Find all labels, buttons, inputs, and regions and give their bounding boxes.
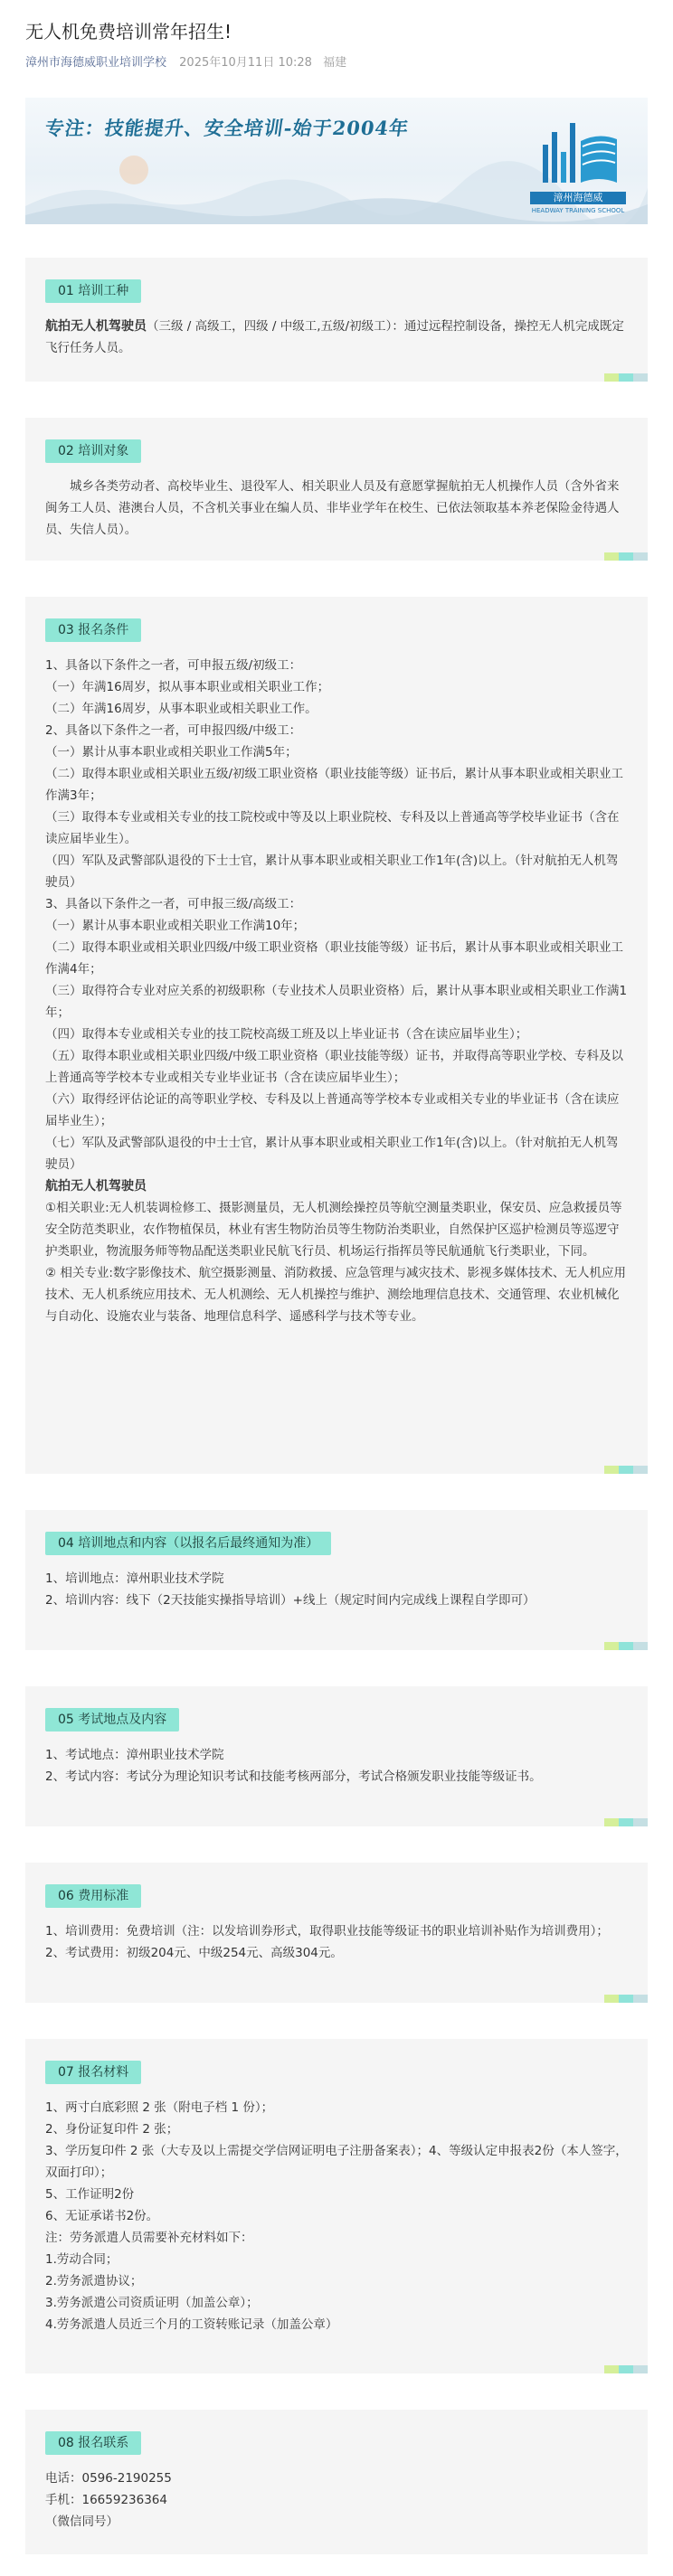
corner-decoration — [604, 1642, 648, 1650]
job-subheading: 航拍无人机驾驶员 — [45, 1179, 147, 1194]
section-text: 城乡各类劳动者、高校毕业生、退役军人、相关职业人员及有意愿掌握航拍无人机操作人员（含外省来闽务工人员、港澳台人员，不含机关事业在编人员、非毕业学年在校生、已依法领取基本养老保险金待遇人员、失信人员）。 — [45, 479, 620, 537]
corner-decoration — [604, 1466, 648, 1474]
material-line: 6、无证承诺书2份。 — [45, 2209, 159, 2223]
content-line: 2、培训内容：线下（2天技能实操指导培训）+线上（规定时间内完成线上课程自学即可） — [45, 1593, 536, 1608]
requirement-line: （六）取得经评估论证的高等职业学校、专科及以上普通高等学校本专业或相关专业的毕业证书（含在读应届毕业生）； — [45, 1092, 620, 1128]
material-line: 3.劳务派遣公司资质证明（加盖公章）； — [45, 2296, 259, 2310]
section-fees — [25, 1863, 648, 2003]
section-badge: 03 报名条件 — [45, 618, 141, 642]
section-contact — [25, 2410, 648, 2554]
section-text — [45, 316, 628, 359]
school-banner — [25, 98, 648, 224]
material-line: 1.劳动合同； — [45, 2252, 118, 2267]
requirement-line: 3、具备以下条件之一者，可申报三级/高级工： — [45, 897, 302, 911]
location-line: 1、培训地点：漳州职业技术学院 — [45, 1571, 224, 1586]
exam-location-line: 1、考试地点：漳州职业技术学院 — [45, 1748, 224, 1762]
requirement-line: （四）取得本专业或相关专业的技工院校高级工班及以上毕业证书（含在读应届毕业生）； — [45, 1027, 528, 1042]
phone-number[interactable]: 电话：0596-2190255 — [45, 2471, 172, 2486]
section-badge: 04 培训地点和内容（以报名后最终通知为准） — [45, 1532, 331, 1555]
article-meta — [25, 54, 648, 72]
banner-slogan: 专注：技能提升、安全培训-始于2004年 — [43, 117, 411, 139]
requirement-line: （三）取得本专业或相关专业的技工院校或中等及以上职业院校、专科及以上普通高等学校毕业证书（含在读应届毕业生）。 — [45, 810, 620, 846]
mobile-number[interactable]: 手机：16659236364 — [45, 2493, 167, 2507]
section-badge: 01 培训工种 — [45, 279, 141, 303]
material-line: 4.劳务派遣人员近三个月的工资转账记录（加盖公章） — [45, 2317, 338, 2332]
note-related-jobs: ①相关职业:无人机装调检修工、摄影测量员，无人机测绘操控员等航空测量类职业，保安员、应急救援员等安全防范类职业，农作物植保员，林业有害生物防治员等生物防治类职业，自然保护区巡护检测员等巡逻守护类职业，物流服务师等物品配送类职业民航飞行员、机场运行指挥员等民航通航飞行类职业，下同。 — [45, 1201, 622, 1259]
corner-decoration — [604, 1995, 648, 2003]
wechat-note: （微信同号） — [45, 2515, 118, 2529]
material-line: 5、工作证明2份 — [45, 2187, 135, 2202]
logo-name: 漳州海德威 — [530, 192, 626, 204]
requirement-line: 1、具备以下条件之一者，可申报五级/初级工： — [45, 658, 302, 673]
logo-subtitle: HEADWAY TRAINING SCHOOL — [531, 207, 625, 214]
corner-decoration — [604, 1818, 648, 1826]
material-line: 1、两寸白底彩照 2 张（附电子档 1 份）； — [45, 2100, 274, 2115]
training-fee-line: 1、培训费用：免费培训（注：以发培训券形式，取得职业技能等级证书的职业培训补贴作为培训费用）； — [45, 1924, 609, 1939]
section-exam — [25, 1686, 648, 1826]
corner-decoration — [604, 373, 648, 382]
section-requirements — [25, 597, 648, 1474]
article-title: 无人机免费培训常年招生! — [25, 21, 232, 42]
section-badge: 05 考试地点及内容 — [45, 1708, 179, 1731]
section-training-type — [25, 258, 648, 382]
requirement-line: （二）取得本职业或相关职业五级/初级工职业资格（职业技能等级）证书后，累计从事本职业或相关职业工作满3年； — [45, 767, 624, 803]
article-header — [0, 0, 673, 72]
material-line: 3、学历复印件 2 张（大专及以上需提交学信网证明电子注册备案表）；4、等级认定申报表2份（本人签字，双面打印）； — [45, 2144, 628, 2180]
publish-date: 2025年10月11日 10:28 — [179, 56, 312, 70]
material-line: 2.劳务派遣协议； — [45, 2274, 143, 2288]
requirement-line: （一）年满16周岁，拟从事本职业或相关职业工作； — [45, 680, 330, 694]
school-logo-icon — [530, 114, 626, 204]
job-title: 航拍无人机驾驶员 — [45, 319, 147, 334]
material-line: 2、身份证复印件 2 张； — [45, 2122, 179, 2137]
exam-fee-line: 2、考试费用：初级204元、中级254元、高级304元。 — [45, 1946, 343, 1960]
job-description: （三级 / 高级工，四级 / 中级工,五级/初级工）：通过远程控制设备，操控无人机完成既定飞行任务人员。 — [45, 319, 624, 355]
requirement-line: （二）年满16周岁，从事本职业或相关职业工作。 — [45, 702, 318, 716]
section-badge: 08 报名联系 — [45, 2431, 141, 2455]
section-badge: 07 报名材料 — [45, 2061, 141, 2084]
requirement-line: （一）累计从事本职业或相关职业工作满10年； — [45, 919, 306, 933]
exam-content-line: 2、考试内容：考试分为理论知识考试和技能考核两部分，考试合格颁发职业技能等级证书。 — [45, 1769, 542, 1784]
section-badge: 02 培训对象 — [45, 439, 141, 463]
section-materials — [25, 2039, 648, 2373]
requirement-line: 2、具备以下条件之一者，可申报四级/中级工： — [45, 723, 302, 738]
requirement-line: （二）取得本职业或相关职业四级/中级工职业资格（职业技能等级）证书后，累计从事本职业或相关职业工作满4年； — [45, 940, 624, 977]
account-name-link[interactable]: 漳州市海德威职业培训学校 — [25, 56, 167, 70]
note-related-majors: ② 相关专业:数字影像技术、航空摄影测量、消防救援、应急管理与减灾技术、影视多媒体技术、无人机应用技术、无人机系统应用技术、无人机测绘、无人机操控与维护、测绘地理信息技术、交通管理、农业机械化与自动化、设施农业与装备、地理信息科学、遥感科学与技术等专业。 — [45, 1266, 626, 1324]
corner-decoration — [604, 2365, 648, 2373]
section-training-target — [25, 418, 648, 561]
section-training-location — [25, 1510, 648, 1650]
material-line: 注：劳务派遣人员需要补充材料如下： — [45, 2231, 253, 2245]
section-badge: 06 费用标准 — [45, 1884, 141, 1908]
requirement-line: （七）军队及武警部队退役的中士士官，累计从事本职业或相关职业工作1年(含)以上。（针对航拍无人机驾驶员） — [45, 1136, 619, 1172]
requirement-line: （一）累计从事本职业或相关职业工作满5年； — [45, 745, 298, 760]
requirement-line: （四）军队及武警部队退役的下士士官，累计从事本职业或相关职业工作1年(含)以上。（针对航拍无人机驾驶员） — [45, 854, 619, 890]
requirement-line: （三）取得符合专业对应关系的初级职称（专业技术人员职业资格）后，累计从事本职业或相关职业工作满1年； — [45, 984, 628, 1020]
corner-decoration — [604, 552, 648, 561]
publish-location: 福建 — [323, 56, 347, 70]
requirement-line: （五）取得本职业或相关职业四级/中级工职业资格（职业技能等级）证书，并取得高等职业学校、专科及以上普通高等学校本专业或相关专业毕业证书（含在读应届毕业生）； — [45, 1049, 624, 1085]
